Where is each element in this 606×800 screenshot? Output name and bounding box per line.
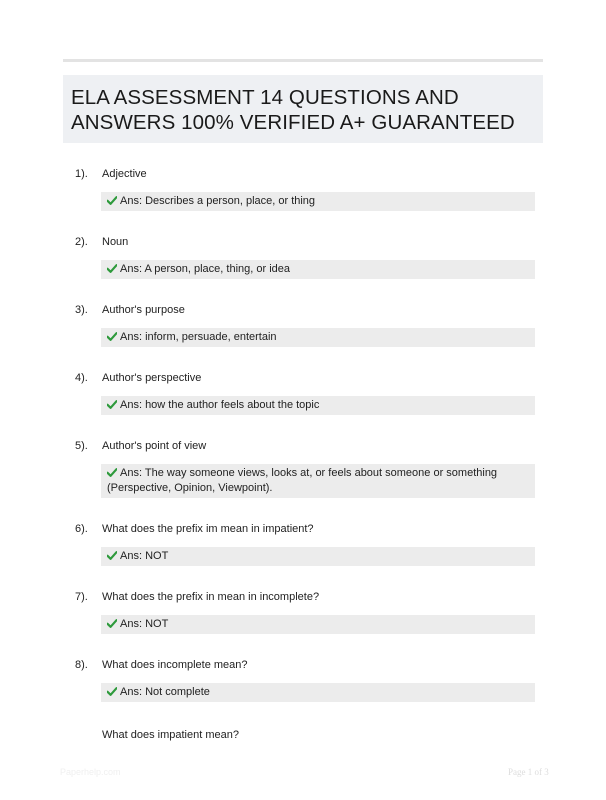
question-number (63, 235, 101, 249)
qa-item (63, 590, 543, 634)
answer-text: Ans: A person, place, thing, or idea (120, 263, 291, 275)
answer-text: Ans: Describes a person, place, or thing (120, 195, 316, 207)
answer-text: Ans: The way someone views, looks at, or feels about someone or something (Perspective, Opinion, Viewpoint). (107, 467, 498, 494)
question-number-text: 1). (75, 168, 88, 180)
question-number (63, 167, 101, 181)
checkmark-icon (107, 332, 117, 341)
checkmark-icon (107, 551, 117, 560)
question-text: Author's perspective (102, 372, 202, 384)
qa-item (63, 728, 543, 742)
answer-box (101, 328, 535, 347)
answer-text: Ans: NOT (120, 618, 169, 630)
page-number: Page 1 of 3 (508, 767, 549, 777)
answer-box (101, 547, 535, 566)
question-row (63, 728, 543, 742)
question-number-text: 4). (75, 372, 88, 384)
answer-box (101, 464, 535, 498)
question-text: Author's point of view (102, 440, 207, 452)
qa-item (63, 235, 543, 279)
qa-item (63, 439, 543, 498)
question-text: What does the prefix in mean in incomplete? (102, 591, 320, 603)
question-number (63, 522, 101, 536)
question-number-text: 8). (75, 659, 88, 671)
checkmark-icon (107, 468, 117, 477)
qa-item (63, 522, 543, 566)
question-number-text: 5). (75, 440, 88, 452)
qa-item (63, 167, 543, 211)
question-number (63, 439, 101, 453)
qa-item (63, 658, 543, 702)
question-number (63, 658, 101, 672)
question-row (63, 303, 543, 317)
answer-text: Ans: inform, persuade, entertain (120, 331, 277, 343)
question-row (63, 522, 543, 536)
document-title: ELA ASSESSMENT 14 QUESTIONS AND ANSWERS 100% VERIFIED A+ GUARANTEED (71, 86, 515, 134)
question-text: Noun (102, 236, 129, 248)
question-row (63, 235, 543, 249)
checkmark-icon (107, 264, 117, 273)
answer-box (101, 683, 535, 702)
answer-text: Ans: Not complete (120, 686, 210, 698)
checkmark-icon (107, 619, 117, 628)
question-text: What does impatient mean? (102, 729, 239, 741)
checkmark-icon (107, 400, 117, 409)
question-row (63, 590, 543, 604)
answer-box (101, 192, 535, 211)
question-number (63, 371, 101, 385)
answer-box (101, 396, 535, 415)
question-row (63, 167, 543, 181)
qa-item (63, 303, 543, 347)
question-text: Adjective (102, 168, 147, 180)
top-divider (63, 59, 543, 62)
checkmark-icon (107, 687, 117, 696)
answer-text: Ans: NOT (120, 550, 169, 562)
question-number-text: 6). (75, 523, 88, 535)
question-text: What does incomplete mean? (102, 659, 248, 671)
answer-box (101, 260, 535, 279)
answer-text: Ans: how the author feels about the topic (120, 399, 320, 411)
qa-item (63, 371, 543, 415)
question-row (63, 658, 543, 672)
question-number-text: 7). (75, 591, 88, 603)
footer-site: Paperhelp.com (60, 767, 121, 777)
question-number (63, 590, 101, 604)
question-number-text: 2). (75, 236, 88, 248)
question-text: What does the prefix im mean in impatient? (102, 523, 314, 535)
checkmark-icon (107, 196, 117, 205)
title-banner (63, 75, 543, 143)
question-text: Author's purpose (102, 304, 185, 316)
question-number-text: 3). (75, 304, 88, 316)
question-number (63, 728, 101, 742)
question-number (63, 303, 101, 317)
answer-box (101, 615, 535, 634)
question-row (63, 371, 543, 385)
qa-list (63, 167, 543, 742)
question-row (63, 439, 543, 453)
